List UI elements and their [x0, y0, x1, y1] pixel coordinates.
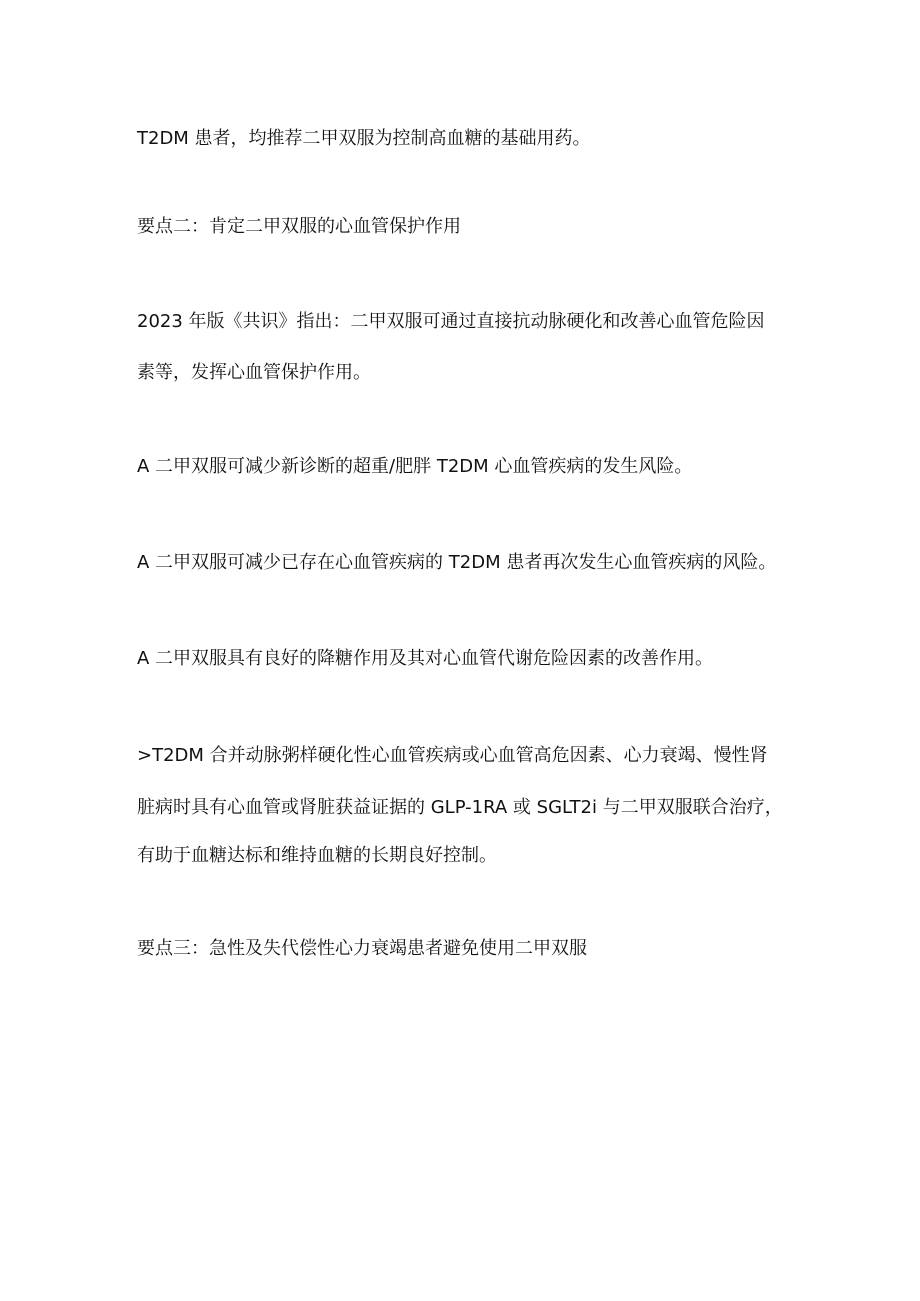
section-heading-point-3: 要点三：急性及失代偿性心力衰竭患者避免使用二甲双服 — [137, 938, 587, 959]
bullet-item-existing-cvd: A 二甲双服可减少已存在心血管疾病的 T2DM 患者再次发生心血管疾病的风险。 — [137, 552, 777, 573]
bullet-item-new-diagnosis: A 二甲双服可减少新诊断的超重/肥胖 T2DM 心血管疾病的发生风险。 — [137, 456, 693, 477]
paragraph-line-combination-2: 脏病时具有心血管或肾脏获益证据的 GLP-1RA 或 SGLT2i 与二甲双服联合治疗， — [137, 797, 783, 818]
paragraph-line-combination-3: 有助于血糖达标和维持血糖的长期良好控制。 — [137, 845, 497, 866]
bullet-item-glucose-lowering: A 二甲双服具有良好的降糖作用及其对心血管代谢危险因素的改善作用。 — [137, 648, 714, 669]
paragraph-line-combination-1: >T2DM 合并动脉粥样硬化性心血管疾病或心血管高危因素、心力衰竭、慢性肾 — [137, 745, 768, 766]
paragraph-line-consensus-1: 2023 年版《共识》指出：二甲双服可通过直接抗动脉硬化和改善心血管危险因 — [137, 311, 765, 332]
section-heading-point-2: 要点二：肯定二甲双服的心血管保护作用 — [137, 216, 461, 237]
paragraph-line-consensus-2: 素等，发挥心血管保护作用。 — [137, 362, 371, 383]
paragraph-line-1: T2DM 患者，均推荐二甲双服为控制高血糖的基础用药。 — [137, 128, 591, 149]
